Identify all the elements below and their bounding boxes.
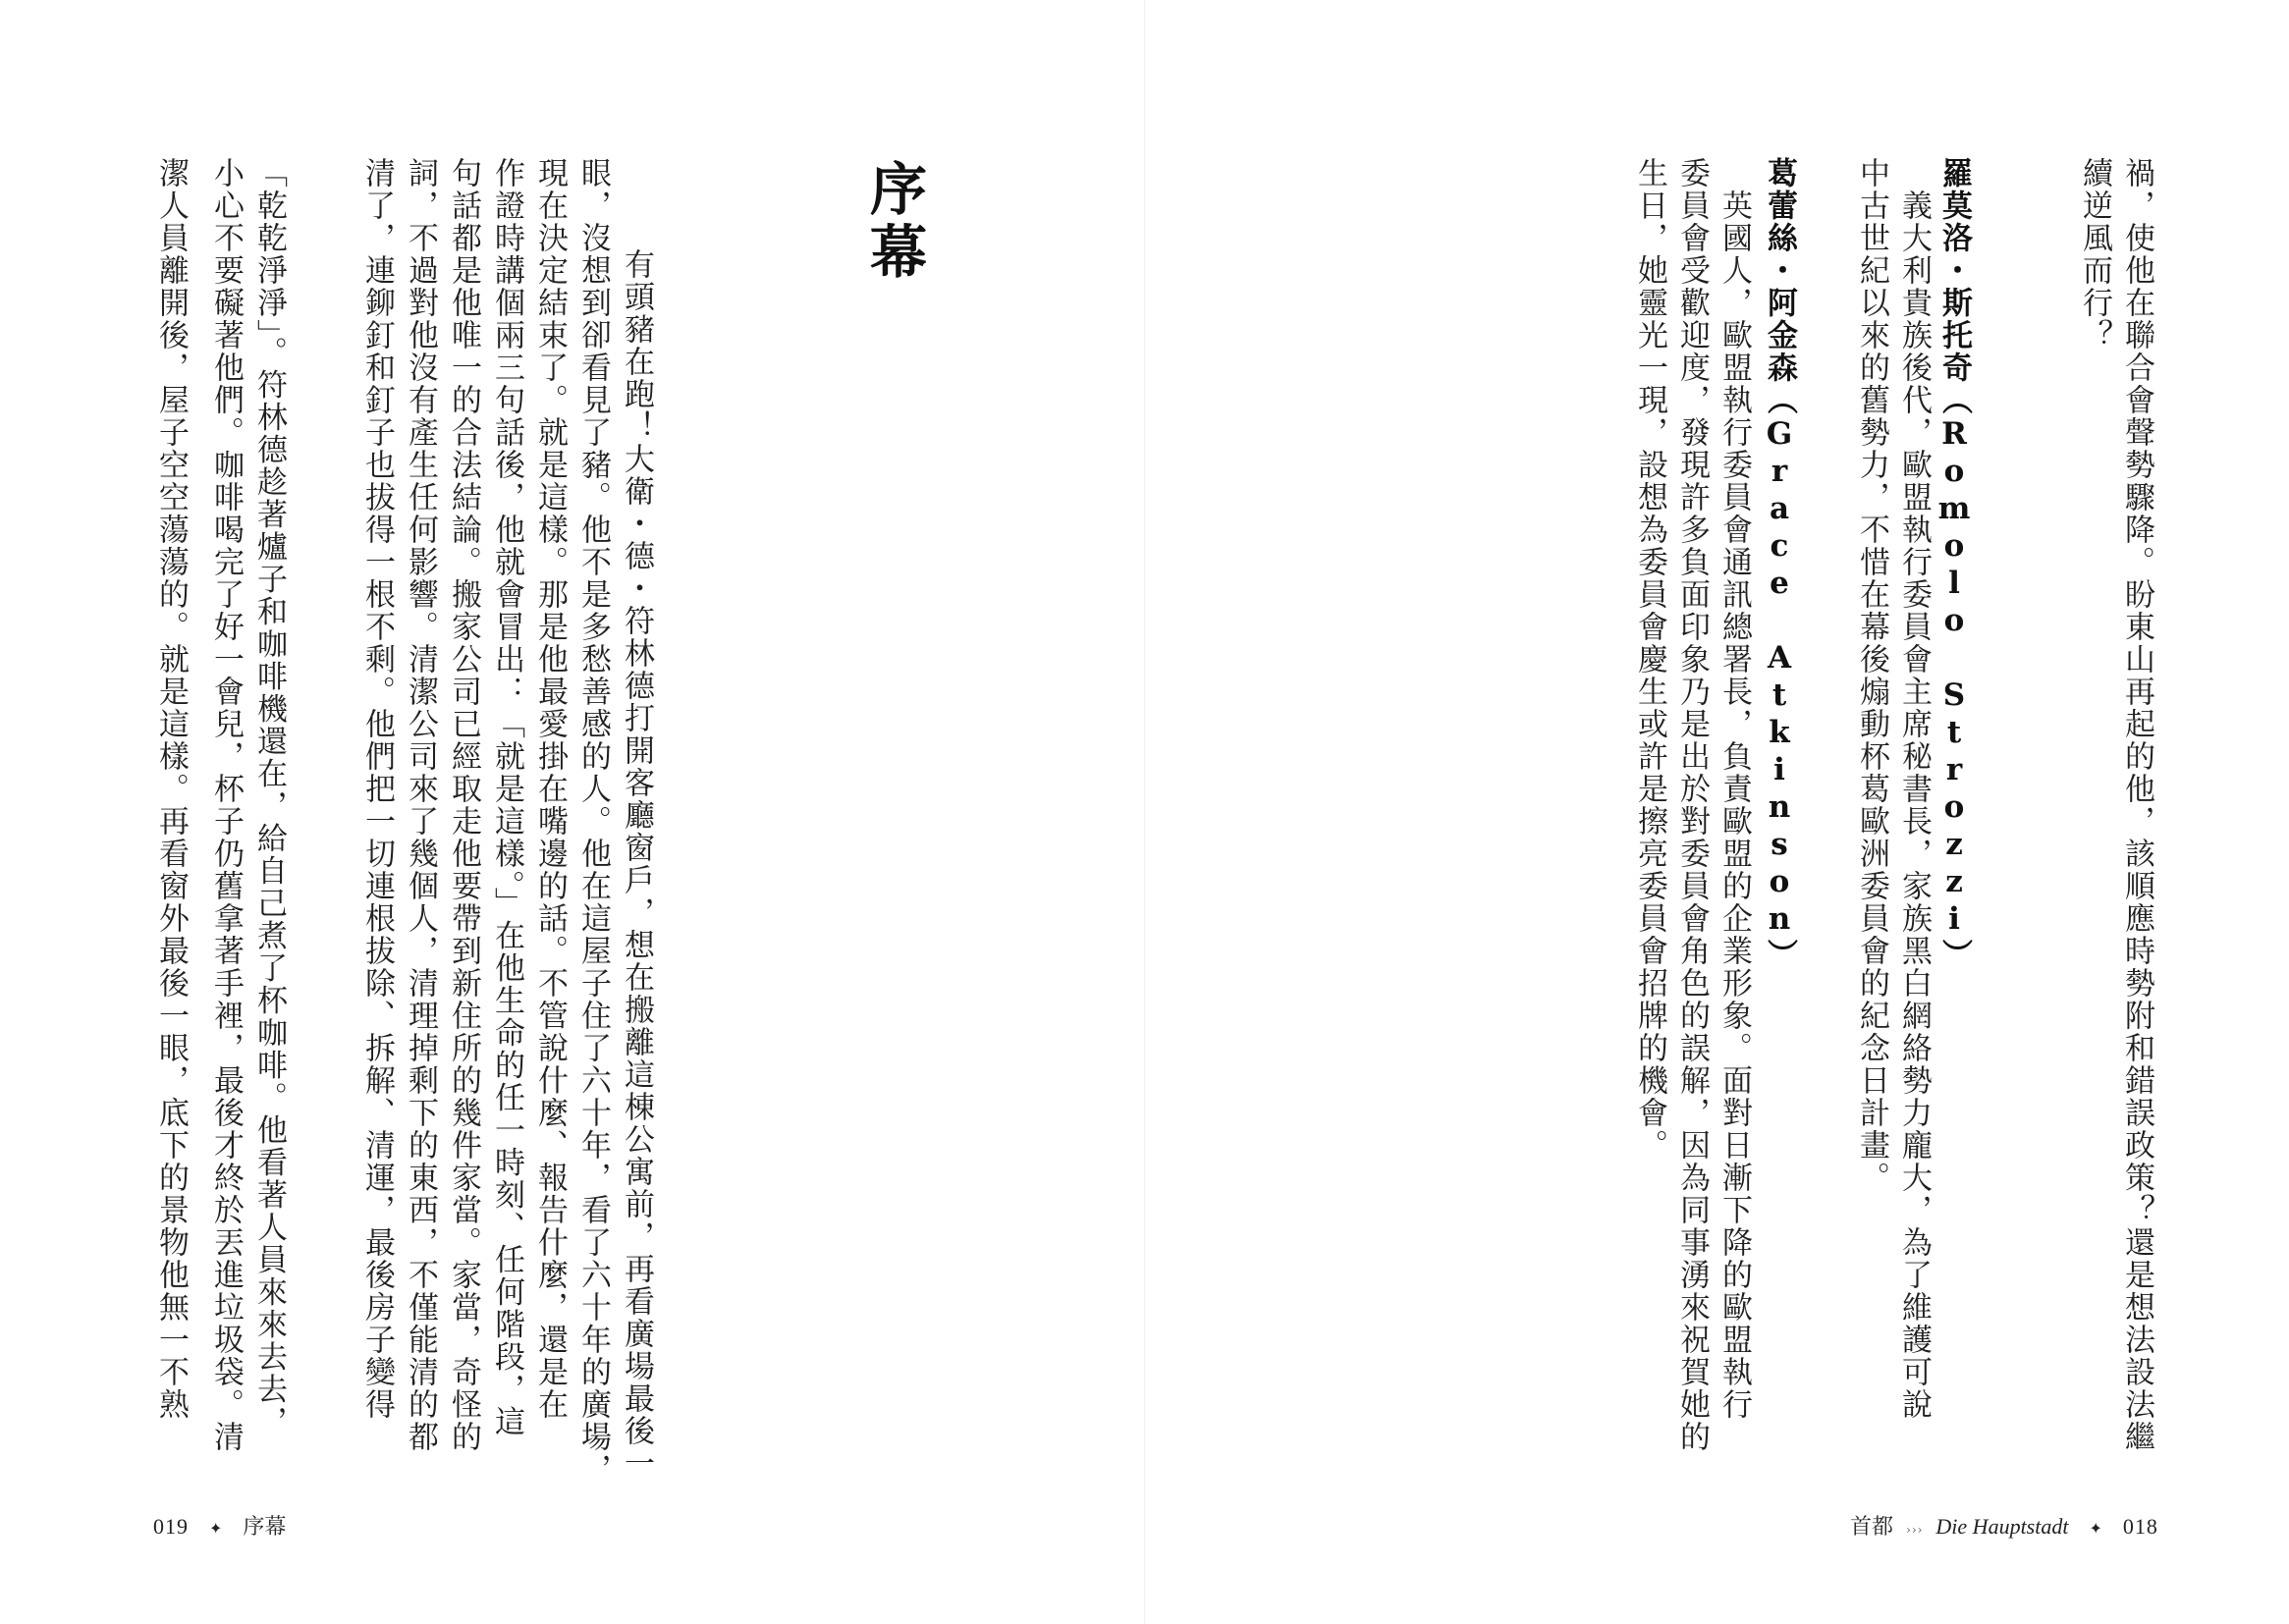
text-column: 禍，使他在聯合會聲勢驟降。盼東山再起的他，該順應時勢附和錯誤政策？還是想法設法繼 [2119, 157, 2154, 1453]
character-heading: 葛蕾絲・阿金森（Grace Atkinson） [1762, 157, 1797, 971]
page-number: 019 [153, 1514, 189, 1539]
text-column: 眼，沒想到卻看見了豬。他不是多愁善感的人。他在這屋子住了六十年，看了六十年的廣場， [575, 157, 611, 1486]
page-number: 018 [2122, 1514, 2158, 1539]
right-page [1145, 0, 2289, 1624]
text-column: 義大利貴族後代，歐盟執行委員會主席秘書長，家族黑白網絡勢力龐大，為了維護可說 [1896, 157, 1932, 1421]
text-column: 委員會受歡迎度，發現許多負面印象乃是出於對委員會角色的誤解，因為同事湧來祝賀她的 [1674, 157, 1710, 1453]
text-column: 詞，不過對他沒有產生任何影響。清潔公司來了幾個人，清理掉剩下的東西，不僅能清的都 [403, 157, 438, 1453]
chapter-title: 序幕 [860, 159, 927, 285]
text-column: 生日，她靈光一現，設想為委員會慶生或許是擦亮委員會招牌的機會。 [1632, 157, 1667, 1162]
star-ornament-icon: ✦ [2089, 1518, 2102, 1538]
character-heading: 羅莫洛・斯托奇（Romolo Strozzi） [1936, 157, 1972, 971]
running-title: 序幕 [243, 1515, 287, 1540]
left-page [0, 0, 1144, 1624]
text-column: 作證時講個兩三句話後，他就會冒出：「就是這樣。」在他生命的任一時刻、任何階段，這 [489, 157, 524, 1438]
arrows-icon: ››› [1906, 1523, 1924, 1537]
text-column: 英國人，歐盟執行委員會通訊總署長，負責歐盟的企業形象。面對日漸下降的歐盟執行 [1717, 157, 1752, 1421]
text-column: 「乾乾淨淨」。符林德趁著爐子和咖啡機還在，給自己煮了杯咖啡。他看著人員來來去去， [251, 157, 287, 1438]
book-title: 首都 [1850, 1515, 1894, 1540]
text-column: 潔人員離開後，屋子空空蕩蕩的。就是這樣。再看窗外最後一眼，底下的景物他無一不熟 [153, 157, 189, 1421]
text-column: 小心不要礙著他們。咖啡喝完了好一會兒，杯子仍舊拿著手裡，最後才終於丟進垃圾袋。清 [208, 157, 244, 1453]
text-column: 清了，連鉚釘和釘子也拔得一根不剩。他們把一切連根拔除、拆解、清運，最後房子變得 [359, 157, 395, 1421]
book-title-german: Die Hauptstadt [1935, 1514, 2069, 1539]
text-column: 續逆風而行？ [2077, 157, 2112, 352]
star-ornament-icon: ✦ [209, 1518, 223, 1538]
page-footer [153, 1510, 286, 1541]
text-column: 中古世紀以來的舊勢力，不惜在幕後煽動杯葛歐洲委員會的紀念日計畫。 [1854, 157, 1889, 1194]
page-footer [1850, 1510, 2158, 1541]
text-column: 有頭豬在跑！大衛・德・符林德打開客廳窗戶，想在搬離這棟公寓前，再看廣場最後一 [619, 216, 654, 1480]
text-column: 句話都是他唯一的合法結論。搬家公司已經取走他要帶到新住所的幾件家當。家當，奇怪的 [446, 157, 481, 1453]
text-column: 現在決定結束了。就是這樣。那是他最愛掛在嘴邊的話。不管說什麼、報告什麼，還是在 [532, 157, 568, 1421]
